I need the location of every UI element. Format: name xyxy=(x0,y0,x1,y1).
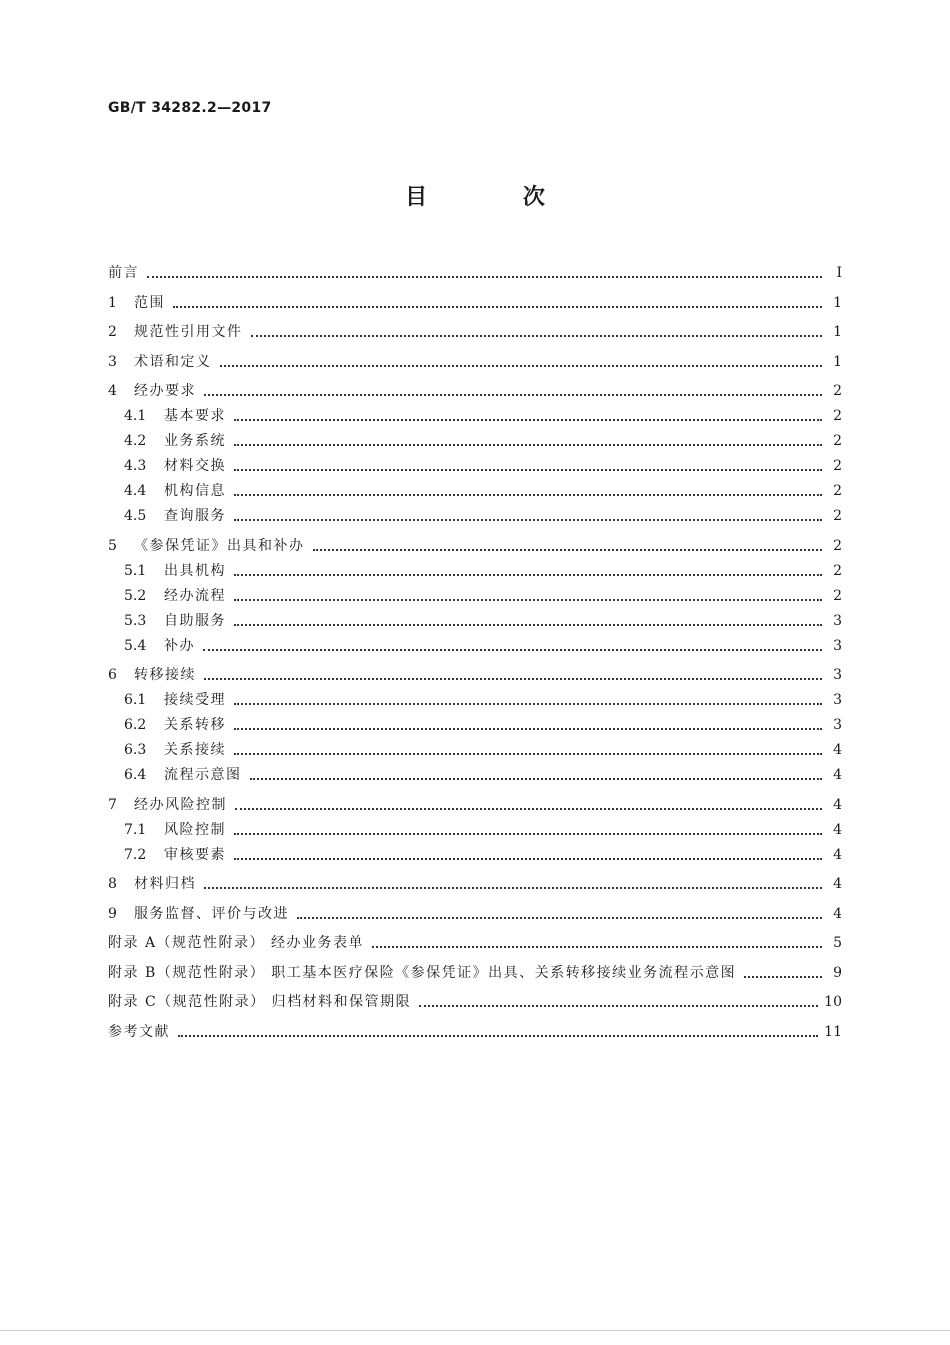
toc-entry-number: 7 xyxy=(108,796,117,813)
toc-leader-dots xyxy=(234,753,822,755)
toc-entry-text: 业务系统 xyxy=(164,433,226,449)
toc-entry-page: 2 xyxy=(833,508,842,524)
toc-entry[interactable] xyxy=(108,660,842,685)
toc-entry-number: 6.1 xyxy=(124,692,147,708)
toc-entry-number: 5.1 xyxy=(124,562,147,579)
toc-entry-label xyxy=(124,820,226,840)
toc-entry[interactable] xyxy=(108,987,842,1012)
toc-leader-dots xyxy=(313,549,823,551)
toc-entry-label xyxy=(124,586,226,606)
toc-entry-label xyxy=(124,715,226,735)
toc-leader-dots xyxy=(220,365,823,367)
toc-entry[interactable] xyxy=(108,631,842,656)
toc-entry-page: 4 xyxy=(833,767,842,783)
toc-entry-label xyxy=(124,690,226,710)
toc-entry[interactable] xyxy=(108,840,842,865)
toc-entry-page: 9 xyxy=(833,964,842,981)
toc-entry[interactable] xyxy=(108,928,842,953)
toc-entry-text: 范围 xyxy=(134,294,165,311)
toc-entry-label xyxy=(124,481,226,501)
toc-entry[interactable] xyxy=(108,476,842,501)
toc-leader-dots xyxy=(234,419,822,421)
toc-entry-number: 7.2 xyxy=(124,846,147,863)
toc-leader-dots xyxy=(235,808,822,810)
toc-entry[interactable] xyxy=(108,869,842,894)
toc-entry-label xyxy=(124,506,226,526)
toc-entry-text: 流程示意图 xyxy=(164,767,242,783)
toc-entry-page: 4 xyxy=(833,905,842,922)
toc-entry-page: 4 xyxy=(833,821,842,838)
toc-entry-label xyxy=(108,933,364,953)
toc-entry-page: 1 xyxy=(833,353,842,370)
toc-entry-label xyxy=(108,963,736,983)
toc-entry-number: 5.2 xyxy=(124,587,147,604)
toc-entry-text: 材料交换 xyxy=(164,458,226,474)
toc-entry[interactable] xyxy=(108,735,842,760)
toc-entry-text: 术语和定义 xyxy=(134,353,212,370)
toc-leader-dots xyxy=(372,946,822,948)
toc-entry-text: 机构信息 xyxy=(164,483,226,499)
toc-leader-dots xyxy=(234,444,822,446)
toc-entry-page: 3 xyxy=(833,667,842,683)
toc-entry-text: 附录 A（规范性附录） 经办业务表单 xyxy=(108,935,365,951)
toc-entry-number: 6.2 xyxy=(124,717,147,733)
toc-entry-page: 4 xyxy=(833,846,842,863)
toc-entry-number: 4 xyxy=(108,383,117,399)
toc-leader-dots xyxy=(147,276,822,278)
toc-entry-page: 2 xyxy=(833,537,842,554)
toc-entry-number: 3 xyxy=(108,353,117,370)
toc-entry-label xyxy=(108,992,411,1012)
toc-entry-page: 1 xyxy=(833,324,842,340)
toc-entry-number: 6.4 xyxy=(124,767,147,783)
toc-entry[interactable] xyxy=(108,288,842,313)
toc-entry-text: 参考文献 xyxy=(108,1023,170,1040)
toc-entry-number: 4.5 xyxy=(124,508,147,524)
toc-entry-text: 关系转移 xyxy=(164,717,226,733)
toc-leader-dots xyxy=(234,833,822,835)
toc-entry[interactable] xyxy=(108,426,842,451)
toc-entry-text: 经办流程 xyxy=(164,587,226,604)
toc-entry-number: 2 xyxy=(108,324,117,340)
toc-entry-label xyxy=(124,456,226,476)
toc-leader-dots xyxy=(419,1005,818,1007)
toc-entry-number: 4.1 xyxy=(124,408,147,424)
toc-leader-dots xyxy=(234,494,822,496)
toc-entry-number: 5.3 xyxy=(124,612,147,629)
toc-leader-dots xyxy=(297,917,822,919)
toc-entry[interactable] xyxy=(108,258,842,283)
toc-entry-text: 查询服务 xyxy=(164,508,226,524)
toc-entry[interactable] xyxy=(108,815,842,840)
toc-entry[interactable] xyxy=(108,581,842,606)
toc-entry-label xyxy=(108,665,196,685)
toc-entry-text: 自助服务 xyxy=(164,612,226,629)
toc-entry[interactable] xyxy=(108,347,842,372)
toc-entry[interactable] xyxy=(108,958,842,983)
toc-entry-number: 5 xyxy=(108,537,117,554)
toc-entry-label xyxy=(124,561,226,581)
toc-entry-page: 4 xyxy=(833,742,842,758)
toc-entry-text: 补办 xyxy=(164,637,195,654)
toc-entry-label xyxy=(124,765,242,785)
toc-leader-dots xyxy=(234,703,822,705)
toc-entry-page: 11 xyxy=(824,1023,842,1040)
toc-leader-dots xyxy=(234,469,822,471)
toc-entry-number: 4.2 xyxy=(124,433,147,449)
toc-entry-text: 经办风险控制 xyxy=(134,796,227,813)
toc-entry-text: 出具机构 xyxy=(164,562,226,579)
toc-entry-text: 经办要求 xyxy=(134,383,196,399)
toc-entry-page: 4 xyxy=(833,876,842,892)
standard-code: GB/T 34282.2—2017 xyxy=(108,100,272,116)
page-bottom-rule xyxy=(0,1330,950,1331)
toc-entry-label xyxy=(108,381,196,401)
toc-entry-number: 6 xyxy=(108,667,117,683)
toc-entry-label xyxy=(108,293,165,313)
toc-entry-page: Ⅰ xyxy=(836,265,842,281)
toc-entry[interactable] xyxy=(108,1017,842,1042)
toc-entry-page: 1 xyxy=(833,294,842,311)
toc-entry-text: 关系接续 xyxy=(164,742,226,758)
toc-entry-number: 9 xyxy=(108,905,117,922)
toc-entry[interactable] xyxy=(108,317,842,342)
toc-entry-number: 1 xyxy=(108,294,117,311)
toc-entry-number: 6.3 xyxy=(124,742,147,758)
toc-entry-text: 前言 xyxy=(108,265,139,281)
toc-entry-number: 4.3 xyxy=(124,458,147,474)
toc-entry-page: 3 xyxy=(833,612,842,629)
toc-entry[interactable] xyxy=(108,451,842,476)
toc-entry[interactable] xyxy=(108,606,842,631)
page-title: 目 次 xyxy=(405,185,589,210)
toc-entry-page: 2 xyxy=(833,408,842,424)
toc-entry[interactable] xyxy=(108,376,842,401)
toc-leader-dots xyxy=(204,394,822,396)
toc-entry-label xyxy=(108,263,139,283)
toc-entry-text: 附录 C（规范性附录） 归档材料和保管期限 xyxy=(108,994,412,1010)
toc-leader-dots xyxy=(744,976,822,978)
toc-entry-text: 规范性引用文件 xyxy=(134,324,243,340)
toc-leader-dots xyxy=(234,728,822,730)
toc-entry-page: 2 xyxy=(833,587,842,604)
toc-entry-text: 《参保凭证》出具和补办 xyxy=(134,537,305,554)
toc-entry-label xyxy=(124,845,226,865)
toc-entry-page: 3 xyxy=(833,637,842,654)
toc-entry-text: 接续受理 xyxy=(164,692,226,708)
toc-leader-dots xyxy=(251,335,823,337)
toc-entry-text: 服务监督、评价与改进 xyxy=(134,905,289,922)
toc-entry-label xyxy=(108,874,196,894)
toc-leader-dots xyxy=(178,1035,818,1037)
toc-entry-text: 附录 B（规范性附录） 职工基本医疗保险《参保凭证》出具、关系转移接续业务流程示意图 xyxy=(108,964,737,981)
toc-leader-dots xyxy=(234,574,822,576)
toc-entry-text: 转移接续 xyxy=(134,667,196,683)
toc-entry[interactable] xyxy=(108,531,842,556)
toc-entry-label xyxy=(124,611,226,631)
toc-entry-text: 材料归档 xyxy=(134,876,196,892)
toc-entry[interactable] xyxy=(108,501,842,526)
toc-entry[interactable] xyxy=(108,790,842,815)
toc-leader-dots xyxy=(234,599,822,601)
toc-entry-label xyxy=(108,352,212,372)
toc-entry-number: 8 xyxy=(108,876,117,892)
toc-entry-label xyxy=(108,904,289,924)
toc-entry[interactable] xyxy=(108,899,842,924)
toc-entry-page: 3 xyxy=(833,717,842,733)
toc-entry-label xyxy=(108,1022,170,1042)
toc-entry[interactable] xyxy=(108,556,842,581)
toc-entry-label xyxy=(108,322,243,342)
toc-entry-text: 风险控制 xyxy=(164,821,226,838)
toc-entry-label xyxy=(124,636,195,656)
toc-entry-number: 4.4 xyxy=(124,483,147,499)
toc-leader-dots xyxy=(204,678,822,680)
toc-entry-page: 2 xyxy=(833,458,842,474)
toc-entry-label xyxy=(108,795,227,815)
toc-entry-label xyxy=(124,406,226,426)
toc-entry-text: 审核要素 xyxy=(164,846,226,863)
toc-entry-label xyxy=(108,536,305,556)
toc-entry-page: 3 xyxy=(833,692,842,708)
table-of-contents xyxy=(108,258,842,1042)
toc-entry-page: 2 xyxy=(833,383,842,399)
toc-entry-page: 2 xyxy=(833,562,842,579)
toc-entry-page: 4 xyxy=(833,796,842,813)
toc-leader-dots xyxy=(203,649,822,651)
toc-leader-dots xyxy=(234,519,822,521)
toc-leader-dots xyxy=(173,306,822,308)
toc-entry-number: 5.4 xyxy=(124,637,147,654)
toc-leader-dots xyxy=(204,887,822,889)
toc-entry-page: 10 xyxy=(824,994,842,1010)
toc-entry-number: 7.1 xyxy=(124,821,147,838)
toc-entry-label xyxy=(124,431,226,451)
toc-entry-page: 2 xyxy=(833,433,842,449)
toc-entry-label xyxy=(124,740,226,760)
toc-leader-dots xyxy=(234,624,822,626)
toc-leader-dots xyxy=(250,778,823,780)
toc-entry-page: 2 xyxy=(833,483,842,499)
toc-entry[interactable] xyxy=(108,710,842,735)
toc-leader-dots xyxy=(234,858,822,860)
toc-entry-page: 5 xyxy=(833,935,842,951)
toc-entry-text: 基本要求 xyxy=(164,408,226,424)
toc-entry[interactable] xyxy=(108,685,842,710)
toc-entry[interactable] xyxy=(108,760,842,785)
toc-entry[interactable] xyxy=(108,401,842,426)
